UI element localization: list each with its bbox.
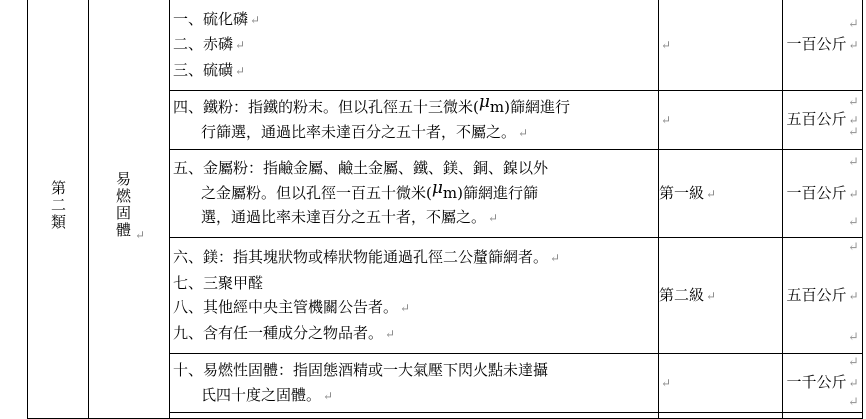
- items-cell: 一、硫化磷 ↵ 二、赤磷 ↵ 三、硫磺 ↵: [170, 0, 659, 91]
- level-cell: ↵: [659, 0, 783, 91]
- qty-cell: 一百公斤 ↵: [783, 0, 863, 91]
- list-item: 八、其他經中央主管機關公告者。: [173, 298, 399, 316]
- type-cell: 易燃固體 ↵: [89, 0, 170, 419]
- level-cell: 第一級 ↵: [659, 150, 783, 238]
- level-label: 第二級: [659, 285, 705, 304]
- qty-value: 五百公斤: [786, 110, 847, 129]
- level-cell: ↵: [659, 354, 783, 413]
- row-end-mark: ↵: [848, 17, 859, 32]
- row-end-mark: ↵: [848, 330, 859, 345]
- items-cell: 四、鐵粉：指鐵的粉末。但以孔徑五十三微米(μm)篩網進行 行篩選，通過比率未達百分之五十者，不屬之。 ↵: [170, 91, 659, 150]
- items-cell: 十、易燃性固體：指固態酒精或一大氣壓下閃火點未達攝 氏四十度之固體。 ↵: [170, 354, 659, 413]
- level-label: 第一級: [659, 183, 705, 202]
- category-cell: [28, 0, 89, 419]
- row-end-mark: ↵: [848, 155, 859, 170]
- qty-value: 一百公斤: [786, 183, 847, 202]
- list-item: 四、鐵粉：指鐵的粉末。但以孔徑五十三微米(μm)篩網進行: [173, 92, 570, 116]
- list-item: 七、三聚甲醛: [173, 273, 264, 292]
- row-end-mark: ↵: [848, 215, 859, 230]
- qty-value: 一千公斤: [786, 373, 847, 392]
- list-item: 一、硫化磷: [173, 9, 249, 28]
- level-cell: 第二級 ↵: [659, 238, 783, 354]
- list-item: 六、鎂：指其塊狀物或棒狀物能通過孔徑二公釐篩網者。: [173, 248, 549, 266]
- list-item: 十、易燃性固體：指固態酒精或一大氣壓下閃火點未達攝: [173, 361, 549, 379]
- row-end-mark: ↵: [848, 95, 859, 110]
- qty-value: 五百公斤: [786, 285, 847, 304]
- list-item: 二、赤磷: [173, 35, 234, 54]
- row-end-mark: ↵: [848, 395, 859, 410]
- qty-cell: 五百公斤 ↵: [783, 91, 863, 150]
- items-cell: 五、金屬粉：指鹼金屬、鹼土金屬、鐵、鎂、銅、鎳以外 之金屬粉。但以孔徑一百五十微米(μm)篩網進行篩 選，通過比率未達百分之五十者，不屬之。 ↵: [170, 150, 659, 238]
- items-cell: 六、鎂：指其塊狀物或棒狀物能通過孔徑二公釐篩網者。 ↵ 七、三聚甲醛 八、其他經中央主管機關公告者。 ↵ 九、含有任一種成分之物品者。 ↵: [170, 238, 659, 354]
- list-item: 五、金屬粉：指鹼金屬、鹼土金屬、鐵、鎂、銅、鎳以外: [173, 159, 549, 178]
- list-item: 九、含有任一種成分之物品者。: [173, 323, 384, 342]
- hazard-table: [27, 0, 863, 419]
- qty-cell: 一千公斤 ↵: [783, 354, 863, 413]
- type-label: 易燃固體: [113, 170, 132, 239]
- row-end-mark: ↵: [848, 355, 859, 370]
- level-cell: ↵: [659, 91, 783, 150]
- category-label: 第二類: [49, 179, 67, 231]
- qty-cell: 五百公斤 ↵: [783, 238, 863, 354]
- qty-value: 一百公斤: [786, 35, 847, 54]
- qty-cell: 一百公斤 ↵: [783, 150, 863, 238]
- table-row: [28, 0, 863, 91]
- row-end-mark: ↵: [848, 125, 859, 140]
- list-item: 三、硫磺: [173, 60, 234, 79]
- row-end-mark: ↵: [848, 240, 859, 255]
